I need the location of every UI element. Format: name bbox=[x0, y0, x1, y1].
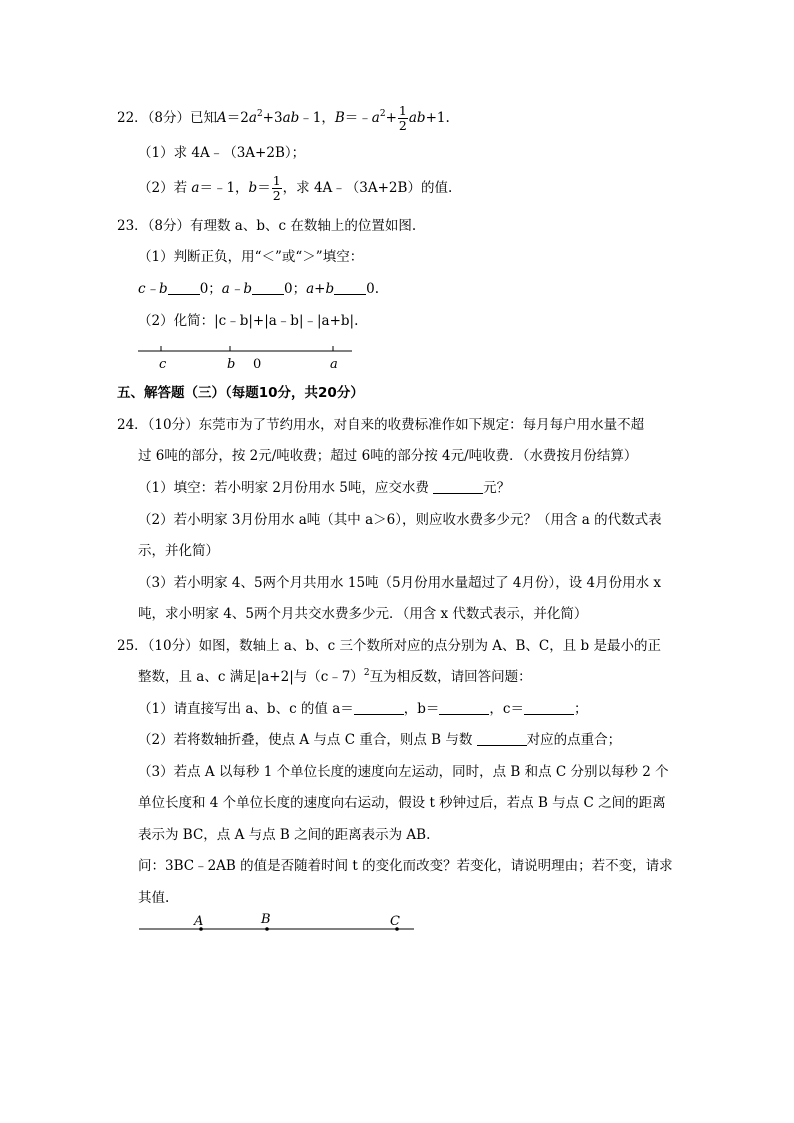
q24-line1: 24．（10分）东莞市为了节约用水，对自来的收费标准作如下规定：每月每户用水量不超 bbox=[117, 417, 645, 433]
point-label-a: A bbox=[194, 914, 204, 929]
q24-part2-line1: （2）若小明家 3月份用水 a吨（其中 a＞6），则应收水费多少元？（用含 a 的代数式表 bbox=[138, 512, 662, 528]
q25-line1: 25．（10分）如图，数轴上 a、b、c 三个数所对应的点分别为 A、B、C，且 b 是最小的正 bbox=[117, 638, 661, 654]
q23-number-line bbox=[130, 338, 370, 378]
answer-blank-c[interactable] bbox=[524, 701, 574, 715]
axis-label-b: b bbox=[227, 357, 236, 372]
answer-blank[interactable] bbox=[252, 281, 284, 295]
q25-part3-line2: 单位长度和 4 个单位长度的速度向右运动，假设 t 秒钟过后，若点 B 与点 C 之间的距离 bbox=[138, 795, 666, 811]
axis-label-c: c bbox=[159, 357, 167, 372]
q24-part2-line2: 示，并化简） bbox=[138, 543, 219, 559]
point-label-c: C bbox=[390, 914, 400, 929]
q24-part1: （1）填空：若小明家 2月份用水 5吨，应交水费 元？ bbox=[138, 480, 511, 496]
answer-blank[interactable] bbox=[433, 480, 483, 494]
q22-part1: （1）求 4A﹣（3A+2B）； bbox=[138, 145, 306, 161]
q24-line2: 过 6吨的部分，按 2元/吨收费；超过 6吨的部分按 4元/吨收费．（水费按月份结算） bbox=[138, 448, 638, 464]
answer-blank[interactable] bbox=[477, 732, 527, 746]
section-heading: 五、解答题（三）（每题10分，共20分） bbox=[117, 385, 364, 401]
answer-blank[interactable] bbox=[168, 281, 200, 295]
q22-stem: 22．（8分）已知$A=2a^2+3ab﹣1$，$B=﹣a^2+$ $\frac{1}{2}$ ab+1. bbox=[117, 103, 450, 133]
q25-part2: （2）若将数轴折叠，使点 A 与点 C 重合，则点 B 与数 对应的点重合； bbox=[138, 732, 622, 748]
q25-line2: 整数，且 a、c 满足|a+2|与（c﹣7）$^2$互为相反数，请回答问题： bbox=[138, 668, 532, 685]
q25-part3-line3: 表示为 BC，点 A 与点 B 之间的距离表示为 AB. bbox=[138, 827, 431, 843]
q24-part3-line2: 吨，求小明家 4、5两个月共交水费多少元．（用含 x 代数式表示，并化简） bbox=[138, 606, 588, 622]
q25-question-line1: 问：3BC﹣2AB 的值是否随着时间 t 的变化而改变？若变化，请说明理由；若不变，请求 bbox=[138, 858, 673, 874]
q25-question-line2: 其值. bbox=[138, 890, 170, 906]
answer-blank-a[interactable] bbox=[354, 701, 404, 715]
q24-part3-line1: （3）若小明家 4、5两个月共用水 15吨（5月份用水量超过了 4月份），设 4月份用水 x bbox=[138, 575, 662, 591]
axis-label-a: a bbox=[330, 357, 338, 372]
q25-number-line bbox=[134, 908, 424, 938]
axis-label-zero: 0 bbox=[253, 357, 262, 372]
q23-stem: 23．（8分）有理数 a、b、c 在数轴上的位置如图. bbox=[117, 218, 417, 234]
q23-part2: （2）化简：|c﹣b|+|a﹣b|﹣|a+b|. bbox=[138, 313, 359, 329]
fraction-one-half: $\frac{1}{2}$ bbox=[398, 103, 407, 133]
answer-blank-b[interactable] bbox=[439, 701, 489, 715]
q23-part1: （1）判断正负，用“＜”或“＞”填空： bbox=[138, 249, 364, 265]
q25-part3-line1: （3）若点 A 以每秒 1 个单位长度的速度向左运动，同时，点 B 和点 C 分别以每秒 2 个 bbox=[138, 764, 669, 780]
answer-blank[interactable] bbox=[334, 281, 366, 295]
q25-part1: （1）请直接写出 a、b、c 的值 a＝ ，b＝ ，c＝ ； bbox=[138, 701, 588, 717]
point-label-b: B bbox=[261, 912, 271, 927]
q23-blanks: c﹣b 0；a﹣b 0；a+b 0. bbox=[138, 281, 379, 297]
q22-part2: （2）若 a＝﹣1，b＝ $\frac{1}{2}$ ，求 4A﹣（3A+2B）的值. bbox=[138, 173, 453, 203]
fraction-one-half: $\frac{1}{2}$ bbox=[272, 173, 281, 203]
